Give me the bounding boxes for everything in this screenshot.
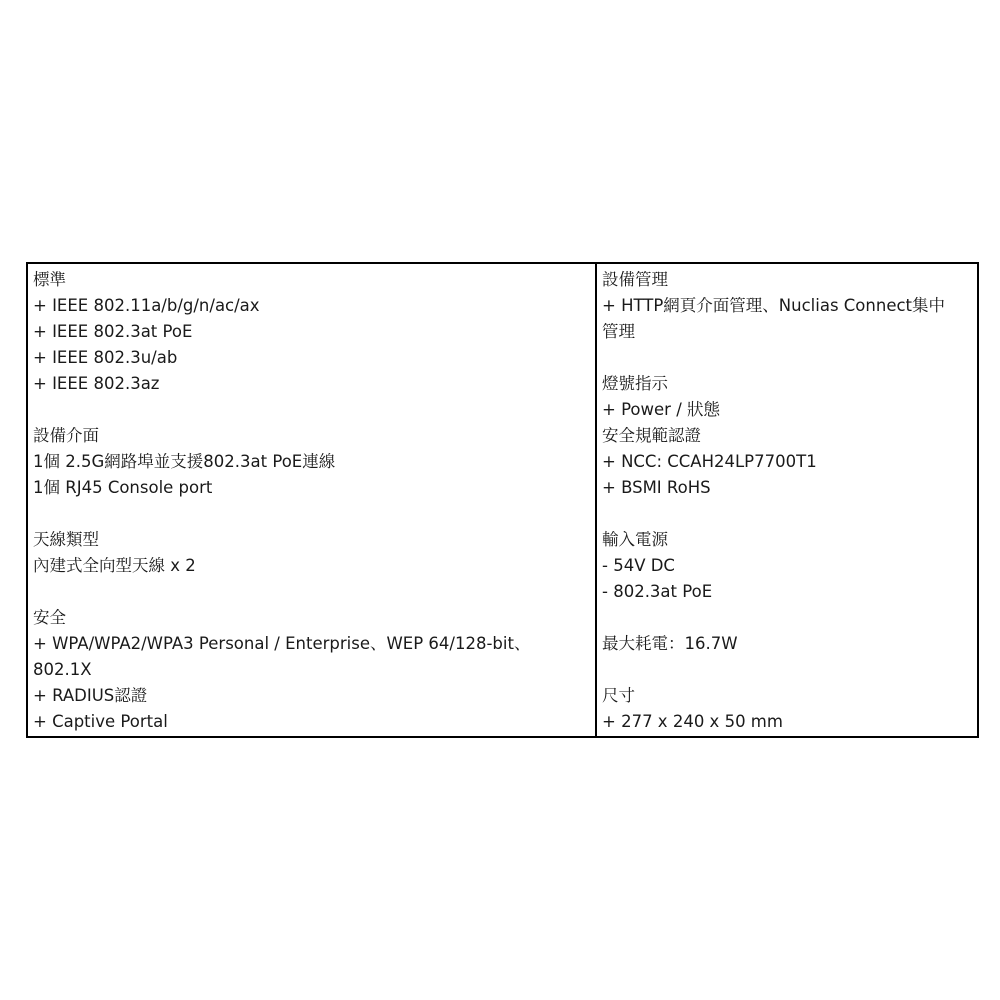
spacer-line xyxy=(33,397,595,423)
spacer-line xyxy=(602,501,971,527)
spec-line: + 277 x 240 x 50 mm xyxy=(602,712,783,731)
spec-line: + IEEE 802.3az xyxy=(33,374,160,393)
spec-line: + IEEE 802.3at PoE xyxy=(33,322,193,341)
section-heading-management: 設備管理 xyxy=(602,270,668,289)
section-heading-security: 安全 xyxy=(33,608,66,627)
section-heading-certification: 安全規範認證 xyxy=(602,426,701,445)
section-heading-power-input: 輸入電源 xyxy=(602,530,668,549)
spec-line-max-power: 最大耗電：16.7W xyxy=(602,634,738,653)
section-heading-dimensions: 尺寸 xyxy=(602,686,635,705)
spec-line: 管理 xyxy=(602,322,635,341)
spacer-line xyxy=(602,605,971,631)
section-heading-interface: 設備介面 xyxy=(33,426,99,445)
spec-line: + HTTP網頁介面管理、Nuclias Connect集中 xyxy=(602,296,946,315)
spacer-line xyxy=(602,345,971,371)
spacer-line xyxy=(33,579,595,605)
spec-column-left xyxy=(28,264,597,736)
spec-line: + IEEE 802.3u/ab xyxy=(33,348,178,367)
spec-line: + Power / 狀態 xyxy=(602,400,721,419)
spec-line: + WPA/WPA2/WPA3 Personal / Enterprise、WEP 64/128-bit、 xyxy=(33,634,531,653)
spec-line: + RADIUS認證 xyxy=(33,686,148,705)
section-heading-led: 燈號指示 xyxy=(602,374,668,393)
spec-line: - 802.3at PoE xyxy=(602,582,713,601)
spec-line: 1個 2.5G網路埠並支援802.3at PoE連線 xyxy=(33,452,336,471)
spacer-line xyxy=(33,501,595,527)
spec-column-right xyxy=(597,264,977,736)
spec-line: + Captive Portal xyxy=(33,712,168,731)
spec-line: + BSMI RoHS xyxy=(602,478,711,497)
spec-table xyxy=(26,262,979,738)
spec-line: 802.1X xyxy=(33,660,92,679)
section-heading-standards: 標準 xyxy=(33,270,66,289)
section-heading-antenna: 天線類型 xyxy=(33,530,99,549)
spec-line: + NCC: CCAH24LP7700T1 xyxy=(602,452,817,471)
spec-line: + IEEE 802.11a/b/g/n/ac/ax xyxy=(33,296,260,315)
spec-line: 內建式全向型天線 x 2 xyxy=(33,556,196,575)
spec-line: - 54V DC xyxy=(602,556,675,575)
spacer-line xyxy=(602,657,971,683)
spec-line: 1個 RJ45 Console port xyxy=(33,478,213,497)
